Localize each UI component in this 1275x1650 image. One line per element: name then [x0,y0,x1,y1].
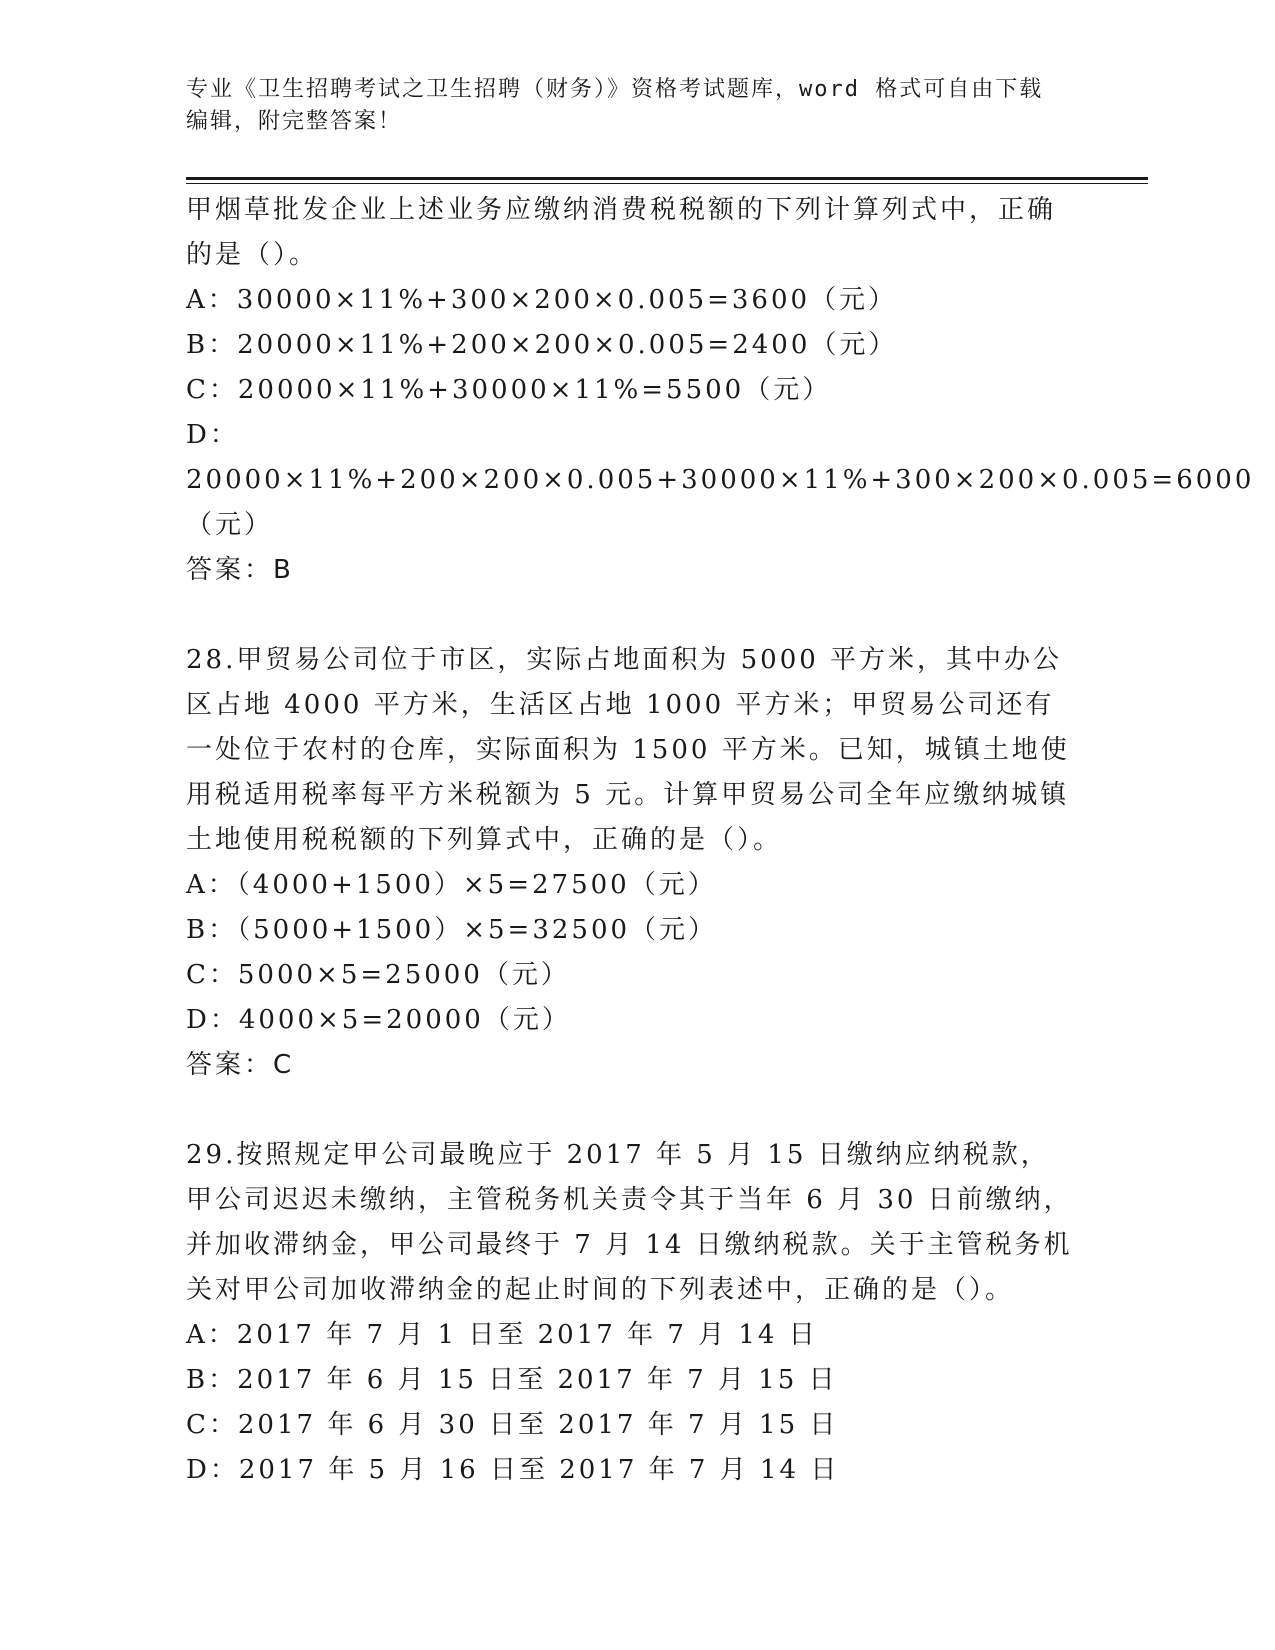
question-27-option-a: A：30000×11%+300×200×0.005=3600（元） [186,285,898,315]
header-line-2: 编辑，附完整答案！ [186,109,403,134]
question-27-option-d: D：20000×11%+200×200×0.005+30000×11%+300×200×0.005=6000（元） [186,420,1255,540]
question-29-option-d: D：2017 年 5 月 16 日至 2017 年 7 月 14 日 [186,1455,840,1485]
header-rule-thick [186,177,1148,180]
question-28-option-c: C：5000×5=25000（元） [186,960,570,990]
spacer [186,593,1076,638]
question-content [186,188,1255,1493]
question-28-option-d: D：4000×5=20000（元） [186,1005,571,1035]
question-27-option-b: B：20000×11%+200×200×0.005=2400（元） [186,330,898,360]
question-29-stem: 29.按照规定甲公司最晚应于 2017 年 5 月 15 日缴纳应纳税款，甲公司迟迟未缴纳，主管税务机关责令其于当年 6 月 30 日前缴纳，并加收滞纳金，甲公司最终于 7 月 14 日缴纳税款。关于主管税务机关对甲公司加收滞纳金的起止时间的下列表述中，正确的是（）。 [186,1140,1073,1305]
question-27-stem: 甲烟草批发企业上述业务应缴纳消费税税额的下列计算列式中，正确的是（）。 [186,195,1057,270]
question-28-option-b: B：（5000+1500）×5=32500（元） [186,915,718,945]
question-28-stem: 28.甲贸易公司位于市区，实际占地面积为 5000 平方米，其中办公区占地 4000 平方米，生活区占地 1000 平方米；甲贸易公司还有一处位于农村的仓库，实际面积为 1500 平方米。已知，城镇土地使用税适用税率每平方米税额为 5 元。计算甲贸易公司全年应缴纳城镇土地使用税税额的下列算式中，正确的是（）。 [186,645,1070,855]
spacer [186,1088,1076,1133]
page-header [186,74,1066,138]
question-27 [186,188,1255,593]
question-29-option-c: C：2017 年 6 月 30 日至 2017 年 7 月 15 日 [186,1410,839,1440]
question-27-option-c: C：20000×11%+30000×11%=5500（元） [186,375,832,405]
header-rule-thin [186,183,1148,184]
question-29 [186,1133,1076,1493]
question-27-answer: 答案：B [186,555,294,585]
header-line-1: 专业《卫生招聘考试之卫生招聘（财务）》资格考试题库，word 格式可自由下载 [186,77,1044,102]
question-29-option-a: A：2017 年 7 月 1 日至 2017 年 7 月 14 日 [186,1320,818,1350]
question-28 [186,638,1076,1088]
question-28-answer: 答案：C [186,1050,295,1080]
question-29-option-b: B：2017 年 6 月 15 日至 2017 年 7 月 15 日 [186,1365,838,1395]
question-28-option-a: A：（4000+1500）×5=27500（元） [186,870,717,900]
